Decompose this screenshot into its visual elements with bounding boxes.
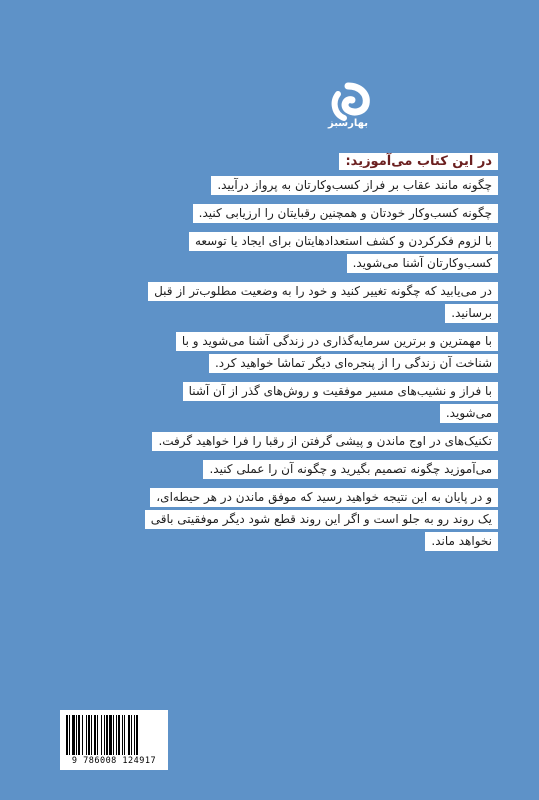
contents-heading: در این کتاب می‌آموزید: bbox=[339, 153, 498, 170]
barcode-bar bbox=[104, 715, 105, 755]
contents-item-line: چگونه مانند عقاب بر فراز کسب‌وکارتان به پرواز درآیید. bbox=[211, 176, 498, 195]
barcode-bar bbox=[72, 715, 75, 755]
contents-item-line: یک روند رو به جلو است و اگر این روند قطع شود دیگر موفقیتی باقی bbox=[145, 510, 498, 529]
contents-item bbox=[30, 430, 498, 452]
contents-item bbox=[30, 486, 498, 552]
contents-item-line: و در پایان به این نتیجه خواهید رسید که موفق ماندن در هر حیطه‌ای، bbox=[150, 488, 498, 507]
barcode-bar bbox=[118, 715, 120, 755]
barcode-bar bbox=[101, 715, 102, 755]
contents-item bbox=[30, 280, 498, 324]
barcode-bar bbox=[86, 715, 87, 755]
contents-item-line: کسب‌وکارتان آشنا می‌شوید. bbox=[347, 254, 498, 273]
barcode-bar bbox=[97, 715, 98, 755]
barcode bbox=[60, 710, 168, 770]
barcode-bar bbox=[113, 715, 114, 755]
barcode-bar bbox=[88, 715, 90, 755]
barcode-bar bbox=[109, 715, 112, 755]
barcode-bar bbox=[106, 715, 108, 755]
contents-item bbox=[30, 330, 498, 374]
contents-item-line: برسانید. bbox=[445, 304, 498, 323]
contents-item-line: می‌شوید. bbox=[440, 404, 498, 423]
barcode-bar bbox=[131, 715, 132, 755]
contents-item-line: می‌آموزید چگونه تصمیم بگیرید و چگونه آن را عملی کنید. bbox=[203, 460, 498, 479]
contents-item-line: نخواهد ماند. bbox=[425, 532, 498, 551]
publisher-name: بهارسبز bbox=[327, 118, 368, 129]
barcode-bars bbox=[66, 715, 162, 755]
barcode-bar bbox=[94, 715, 96, 755]
contents-item bbox=[30, 230, 498, 274]
contents-item-line: با فراز و نشیب‌های مسیر موفقیت و روش‌های گذر از آن آشنا bbox=[183, 382, 498, 401]
contents-box bbox=[30, 150, 498, 558]
contents-item-line: با مهمترین و برترین سرمایه‌گذاری در زندگی آشنا می‌شوید و با bbox=[176, 332, 498, 351]
contents-item-line: تکنیک‌های در اوج ماندن و پیشی گرفتن از رقبا را فرا خواهید گرفت. bbox=[152, 432, 498, 451]
barcode-bar bbox=[76, 715, 77, 755]
contents-item-line: شناخت آن زندگی را از پنجره‌ای دیگر تماشا خواهید کرد. bbox=[209, 354, 498, 373]
contents-item bbox=[30, 458, 498, 480]
barcode-bar bbox=[91, 715, 92, 755]
barcode-bar bbox=[78, 715, 80, 755]
contents-item-line: چگونه کسب‌وکار خودتان و همچنین رقبایتان را ارزیابی کنید. bbox=[193, 204, 498, 223]
barcode-bar bbox=[128, 715, 130, 755]
isbn-number: 9 786008 124917 bbox=[71, 756, 157, 766]
contents-item-line: با لزوم فکرکردن و کشف استعدادهایتان برای ایجاد یا توسعه bbox=[189, 232, 498, 251]
barcode-bar bbox=[136, 715, 138, 755]
barcode-bar bbox=[122, 715, 123, 755]
barcode-bar bbox=[82, 715, 83, 755]
contents-item bbox=[30, 380, 498, 424]
contents-item-line: در می‌یابید که چگونه تغییر کنید و خود را به وضعیت مطلوب‌تر از قبل bbox=[148, 282, 498, 301]
contents-item bbox=[30, 174, 498, 196]
contents-list bbox=[30, 174, 498, 552]
barcode-bar bbox=[66, 715, 68, 755]
publisher-logo-icon bbox=[318, 80, 378, 140]
barcode-bar bbox=[124, 715, 125, 755]
barcode-bar bbox=[116, 715, 117, 755]
contents-item bbox=[30, 202, 498, 224]
barcode-bar bbox=[134, 715, 135, 755]
barcode-bar bbox=[69, 715, 70, 755]
